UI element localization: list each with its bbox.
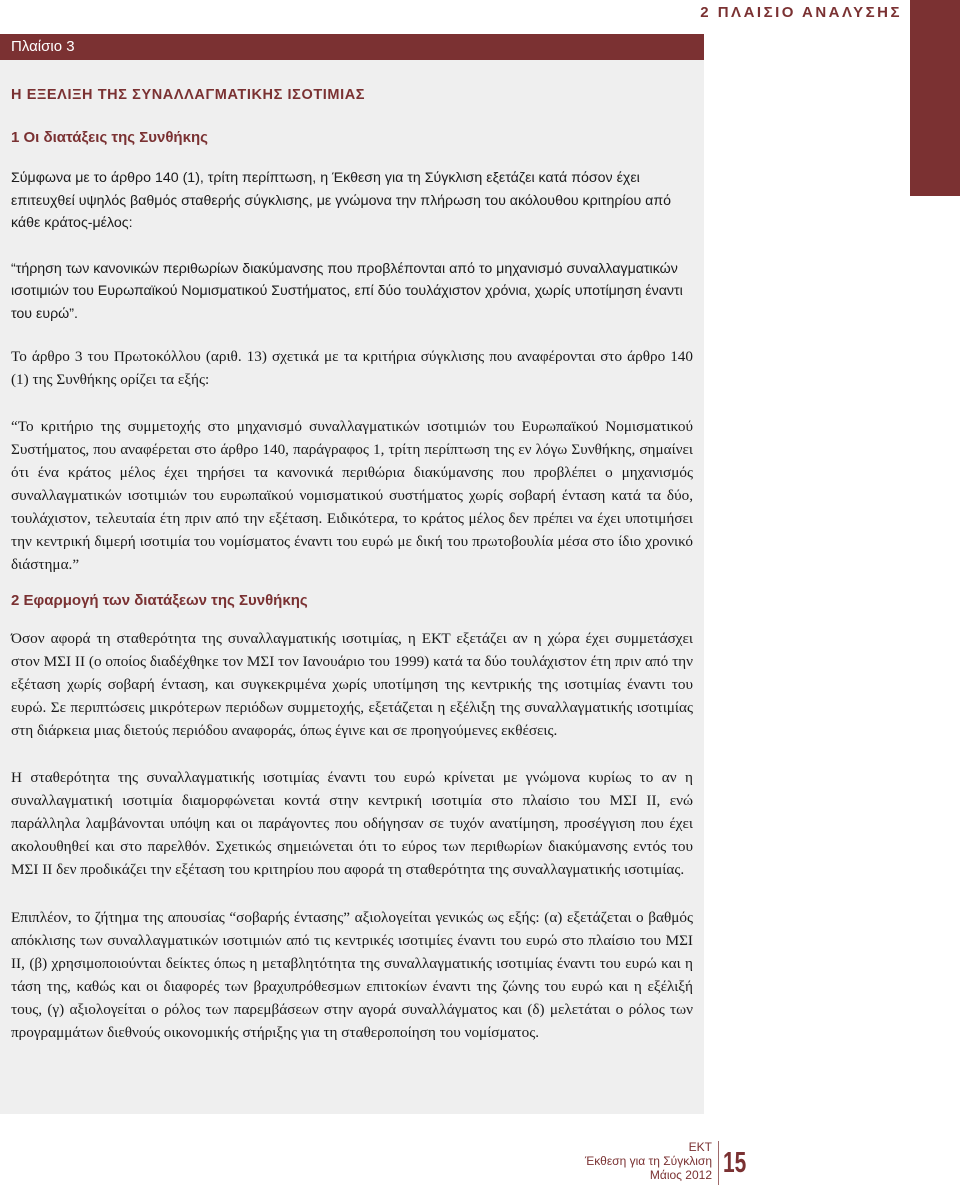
s1-paragraph-1: Σύμφωνα με το άρθρο 140 (1), τρίτη περίπτωση, η Έκθεση για τη Σύγκλιση εξετάζει κατά πόσον έχει επιτευχθεί υψηλός βαθμός σταθερής σύγκλισης, με γνώμονα την πλήρωση του ακόλουθου κριτηρίου από κάθε κράτος-μέλος: xyxy=(11,170,672,231)
side-color-block xyxy=(910,0,960,196)
footer-date: Μάιος 2012 xyxy=(649,1168,712,1182)
box-panel xyxy=(0,34,704,1114)
s1-paragraph-2: Το άρθρο 3 του Πρωτοκόλλου (αριθ. 13) σχετικά με τα κριτήρια σύγκλισης που αναφέρονται στο άρθρο 140 (1) της Συνθήκης ορίζει τα εξής: xyxy=(11,348,693,388)
s2-paragraph-1: Όσον αφορά τη σταθερότητα της συναλλαγματικής ισοτιμίας, η ΕΚΤ εξετάζει αν η χώρα έχει συμμετάσχει στον ΜΣΙ ΙΙ (ο οποίος διαδέχθηκε τον ΜΣΙ τον Ιανουάριο του 1999) κατά τα δύο τουλάχιστον έτη πριν από την εξέταση χωρίς σοβαρή ένταση, και συγκεκριμένα χωρίς υποτίμηση της κεντρικής της ισοτιμίας έναντι του ευρώ. Σε περιπτώσεις μικρότερων περιόδων συμμετοχής, εξετάζεται η εξέλιξη της συναλλαγματικής ισοτιμίας στη διάρκεια μιας διετούς περιόδου αναφοράς, όπως έγινε και σε προηγούμενες εκθέσεις. xyxy=(11,630,693,739)
box-content xyxy=(0,87,704,1044)
section2-title: 2 Εφαρμογή των διατάξεων της Συνθήκης xyxy=(11,592,308,609)
box-label: Πλαίσιο 3 xyxy=(0,34,704,60)
s1-quote: “τήρηση των κανονικών περιθωρίων διακύμανσης που προβλέπονται από το μηχανισμό συναλλαγματικών ισοτιμιών του Ευρωπαϊκού Νομισματικού Συστήματος, επί δύο τουλάχιστον χρόνια, χωρίς υποτίμηση έναντι του ευρώ”. xyxy=(11,260,683,322)
footer xyxy=(585,1140,712,1182)
footer-report: Έκθεση για τη Σύγκλιση xyxy=(584,1154,712,1168)
section1-title: 1 Οι διατάξεις της Συνθήκης xyxy=(11,129,208,146)
s2-paragraph-3: Επιπλέον, το ζήτημα της απουσίας “σοβαρής έντασης” αξιολογείται γενικώς ως εξής: (α) εξετάζεται ο βαθμός απόκλισης των συναλλαγματικών ισοτιμιών από τις κεντρικές ισοτιμίες έναντι του ευρώ στο πλαίσιο του ΜΣΙ ΙΙ, (β) χρησιμοποιούνται δείκτες όπως η μεταβλητότητα της συναλλαγματικής ισοτιμίας έναντι του ευρώ και η τάση της, καθώς και οι διαφορές των βραχυπρόθεσμων επιτοκίων έναντι της ζώνης του ευρώ και η εξέλιξή τους, (γ) αξιολογείται ο ρόλος των παρεμβάσεων στην αγορά συναλλάγματος και (δ) μελετάται ο ρόλος των προγραμμάτων διεθνούς οικονομικής στήριξης για τη σταθεροποίηση του νομίσματος. xyxy=(11,909,693,1041)
section-header: 2 ΠΛΑΙΣΙΟ ΑΝΑΛΥΣΗΣ xyxy=(700,4,902,21)
s2-paragraph-2: Η σταθερότητα της συναλλαγματικής ισοτιμίας έναντι του ευρώ κρίνεται με γνώμονα κυρίως το αν η συναλλαγματική ισοτιμία διαμορφώνεται κοντά στην κεντρική ισοτιμία στο πλαίσιο του ΜΣΙ ΙΙ, ενώ παράλληλα λαμβάνονται υπόψη και οι παράγοντες που οδήγησαν σε τυχόν ανατίμηση, προσέγγιση που έχει ακολουθηθεί και στο παρελθόν. Σχετικώς σημειώνεται ότι το εύρος των περιθωρίων διακύμανσης εντός του ΜΣΙ ΙΙ δεν προδικάζει την εξέταση του κριτηρίου που αφορά τη σταθερότητα της συναλλαγματικής ισοτιμίας. xyxy=(11,769,693,878)
footer-org: ΕΚΤ xyxy=(688,1140,712,1154)
page-number: 15 xyxy=(718,1141,743,1185)
box-title: Η ΕΞΕΛΙΞΗ ΤΗΣ ΣΥΝΑΛΛΑΓΜΑΤΙΚΗΣ ΙΣΟΤΙΜΙΑΣ xyxy=(11,87,366,103)
s1-quote-2: “Το κριτήριο της συμμετοχής στο μηχανισμό συναλλαγματικών ισοτιμιών του Ευρωπαϊκού Νομισματικού Συστήματος, που αναφέρεται στο άρθρο 140, παράγραφος 1, τρίτη περίπτωση της εν λόγω Συνθήκης, σημαίνει ότι ένα κράτος μέλος έχει τηρήσει τα κανονικά περιθώρια διακύμανσης που προβλέπει ο μηχανισμός συναλλαγματικών ισοτιμιών του ευρωπαϊκού νομισματικού συστήματος χωρίς σοβαρή ένταση κατά τα δύο, τουλάχιστον, τελευταία έτη πριν από την εξέταση. Ειδικότερα, το κράτος μέλος δεν πρέπει να έχει υποτιμήσει την κεντρική διμερή ισοτιμία του νομίσματος έναντι του ευρώ με δική του πρωτοβουλία μέσα στο ίδιο χρονικό διάστημα.” xyxy=(11,418,693,573)
